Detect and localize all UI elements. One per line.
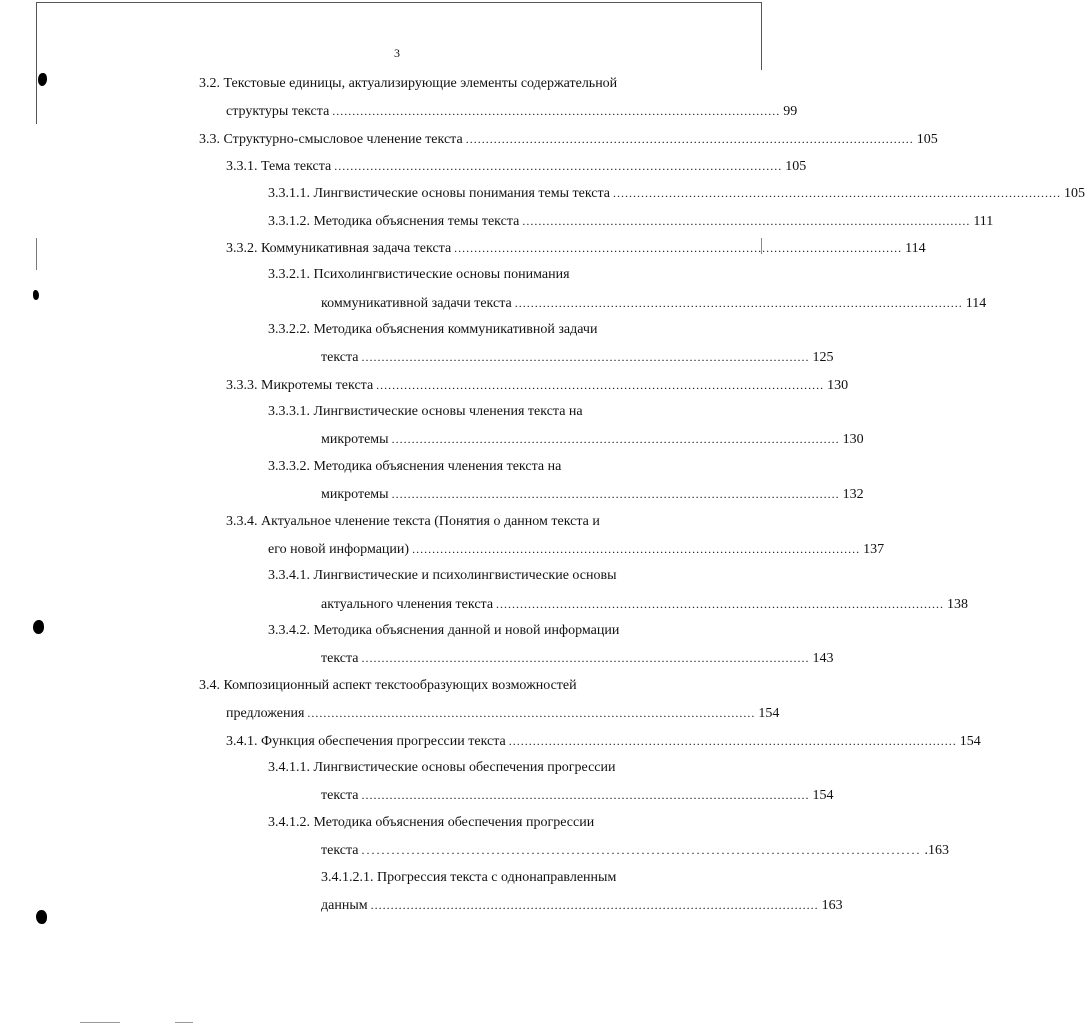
dot-leader: ................................................................................................................ xyxy=(391,432,840,446)
dot-leader: ................................................................................................................ xyxy=(370,898,819,912)
dot-leader: ................................................................................................................ xyxy=(334,159,783,173)
toc-entry-text: 3.3.1. Тема текста xyxy=(226,159,332,174)
toc-entry-text: 3.3.3. Микротемы текста xyxy=(226,378,374,393)
toc-entry-3-3-1-2[interactable] xyxy=(268,212,994,231)
toc-entry-3-3-3-1[interactable] xyxy=(321,430,864,449)
toc-entry-text: текста xyxy=(321,350,359,365)
dot-leader: ................................................................................................................ xyxy=(508,734,957,748)
toc-page-number: .163 xyxy=(924,843,950,858)
toc-page-number: 105 xyxy=(1064,186,1085,201)
toc-page-number: 137 xyxy=(863,542,885,557)
dot-leader: ................................................................................................................ xyxy=(613,186,1062,200)
toc-entry-3-3-2-1-heading: 3.3.2.1. Психолингвистические основы понимания xyxy=(268,267,570,282)
toc-page-number: 130 xyxy=(842,432,864,447)
toc-entry-3-3-3-2[interactable] xyxy=(321,485,864,504)
page-frame-top-edge xyxy=(36,2,762,3)
toc-page-number: 111 xyxy=(973,214,994,229)
toc-entry-3-3-4-heading: 3.3.4. Актуальное членение текста (Понятия о данном текста и xyxy=(226,514,600,529)
toc-entry-3-4-1-2-1-heading: 3.4.1.2.1. Прогрессия текста с однонаправленным xyxy=(321,870,617,885)
toc-entry-3-4[interactable] xyxy=(226,704,780,723)
toc-entry-3-3-4-2-heading: 3.3.4.2. Методика объяснения данной и новой информации xyxy=(268,623,620,638)
scan-artifact-bottom-line xyxy=(80,1022,120,1023)
toc-entry-text: структуры текста xyxy=(226,104,330,119)
dot-leader: ................................................................................................................ xyxy=(307,706,756,720)
toc-entry-3-4-heading: 3.4. Композиционный аспект текстообразующих возможностей xyxy=(199,678,577,693)
dot-leader: ................................................................................................................ xyxy=(454,241,903,255)
dot-leader: ................................................................................................................ xyxy=(332,104,781,118)
dot-leader: ................................................................................................................ xyxy=(391,487,840,501)
toc-entry-3-3-3[interactable] xyxy=(226,376,849,395)
toc-entry-3-3-2-2-heading: 3.3.2.2. Методика объяснения коммуникативной задачи xyxy=(268,322,598,337)
toc-entry-text: текста xyxy=(321,843,359,858)
toc-entry-text: микротемы xyxy=(321,432,389,447)
toc-entry-3-4-1-2[interactable] xyxy=(321,841,950,860)
toc-page-number: 154 xyxy=(758,706,780,721)
punch-hole-mark xyxy=(33,620,44,634)
toc-entry-text: 3.3.2. Коммуникативная задача текста xyxy=(226,241,452,256)
toc-page-number: 154 xyxy=(959,734,981,749)
dot-leader: ................................................................................................................ xyxy=(361,843,922,857)
toc-entry-3-3-3-1-heading: 3.3.3.1. Лингвистические основы членения текста на xyxy=(268,404,583,419)
scan-artifact-bottom-line xyxy=(175,1022,193,1023)
toc-entry-3-3-4-2[interactable] xyxy=(321,649,834,668)
toc-entry-text: микротемы xyxy=(321,487,389,502)
toc-page-number: 125 xyxy=(812,350,834,365)
toc-entry-text: его новой информации) xyxy=(268,542,410,557)
toc-entry-text: текста xyxy=(321,788,359,803)
toc-entry-3-3-3-2-heading: 3.3.3.2. Методика объяснения членения текста на xyxy=(268,459,562,474)
toc-entry-3-3-2-2[interactable] xyxy=(321,348,834,367)
dot-leader: ................................................................................................................ xyxy=(361,651,810,665)
toc-entry-text: коммуникативной задачи текста xyxy=(321,296,512,311)
toc-entry-3-3-2-1[interactable] xyxy=(321,294,987,313)
toc-entry-3-4-1-2-1[interactable] xyxy=(321,896,843,915)
punch-hole-mark xyxy=(33,290,39,300)
dot-leader: ................................................................................................................ xyxy=(361,350,810,364)
dot-leader: ................................................................................................................ xyxy=(361,788,810,802)
toc-entry-3-3-4-1[interactable] xyxy=(321,595,969,614)
toc-entry-3-3-1[interactable] xyxy=(226,157,807,176)
punch-hole-mark xyxy=(36,910,47,924)
page-frame-left-edge xyxy=(36,2,37,124)
toc-page-number: 105 xyxy=(916,132,938,147)
toc-page-number: 99 xyxy=(783,104,798,119)
toc-page-number: 138 xyxy=(947,597,969,612)
toc-entry-3-2[interactable] xyxy=(226,102,798,121)
toc-entry-3-3-1-1[interactable] xyxy=(268,184,1085,203)
toc-page-number: 114 xyxy=(965,296,987,311)
punch-hole-mark xyxy=(38,73,47,86)
toc-entry-3-4-1-1[interactable] xyxy=(321,786,834,805)
dot-leader: ................................................................................................................ xyxy=(496,597,945,611)
toc-entry-text: данным xyxy=(321,898,368,913)
toc-entry-3-4-1[interactable] xyxy=(226,732,981,751)
dot-leader: ................................................................................................................ xyxy=(376,378,825,392)
toc-entry-3-3[interactable] xyxy=(199,130,938,149)
toc-entry-text: предложения xyxy=(226,706,305,721)
toc-page-number: 132 xyxy=(842,487,864,502)
toc-entry-text: 3.3.1.2. Методика объяснения темы текста xyxy=(268,214,520,229)
toc-entry-3-2-heading: 3.2. Текстовые единицы, актуализирующие элементы содержательной xyxy=(199,76,618,91)
toc-entry-3-4-1-2-heading: 3.4.1.2. Методика объяснения обеспечения прогрессии xyxy=(268,815,595,830)
dot-leader: ................................................................................................................ xyxy=(465,132,914,146)
toc-entry-3-3-4[interactable] xyxy=(268,540,885,559)
dot-leader: ................................................................................................................ xyxy=(522,214,971,228)
toc-page-number: 105 xyxy=(785,159,807,174)
page-number: 3 xyxy=(394,46,400,60)
dot-leader: ................................................................................................................ xyxy=(514,296,963,310)
toc-page-number: 143 xyxy=(812,651,834,666)
toc-entry-text: 3.4.1. Функция обеспечения прогрессии текста xyxy=(226,734,506,749)
page-frame-left-edge-fragment xyxy=(36,238,37,270)
toc-entry-text: актуального членения текста xyxy=(321,597,494,612)
toc-page-number: 114 xyxy=(905,241,926,256)
toc-entry-text: 3.3. Структурно-смысловое членение текста xyxy=(199,132,463,147)
toc-entry-3-3-2[interactable] xyxy=(226,239,926,258)
toc-page-number: 130 xyxy=(827,378,849,393)
toc-entry-text: текста xyxy=(321,651,359,666)
toc-entry-text: 3.3.1.1. Лингвистические основы понимания темы текста xyxy=(268,186,611,201)
toc-page-number: 163 xyxy=(821,898,843,913)
toc-page-number: 154 xyxy=(812,788,834,803)
toc-entry-3-3-4-1-heading: 3.3.4.1. Лингвистические и психолингвистические основы xyxy=(268,568,617,583)
dot-leader: ................................................................................................................ xyxy=(412,542,861,556)
toc-entry-3-4-1-1-heading: 3.4.1.1. Лингвистические основы обеспечения прогрессии xyxy=(268,760,616,775)
